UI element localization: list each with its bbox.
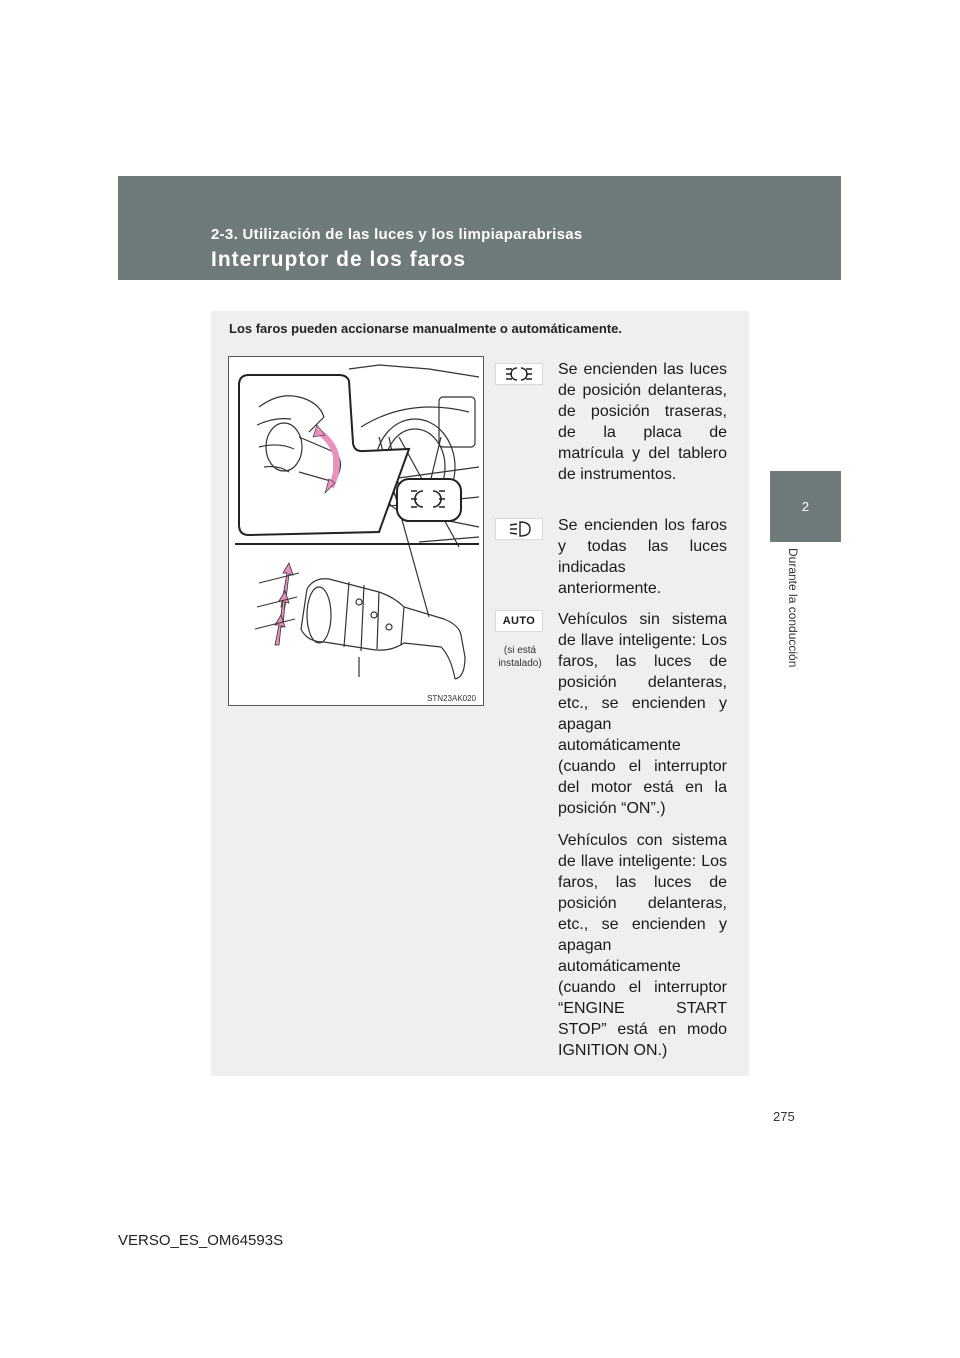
section-header [118, 176, 841, 280]
content-panel [211, 311, 749, 1076]
chapter-tab[interactable] [770, 471, 841, 542]
installed-note: (si está instalado) [498, 645, 542, 669]
auto-description-standard: Vehículos sin sistema de llave inteligente: Los faros, las luces de posición delanteras, etc., se encienden y apagan automáticamente (cuando el interruptor del motor está en la posición “ON”.) [558, 611, 727, 817]
auto-icon [495, 610, 543, 632]
chapter-label: Durante la conducción [786, 548, 800, 668]
figure-code: STN23AK020 [427, 694, 476, 703]
headlight-description: Se encienden los faros y todas las luces indicadas anteriormente. [558, 517, 727, 597]
page-title: Interruptor de los faros [211, 248, 467, 271]
headlight-switch-illustration [228, 356, 484, 706]
chapter-number: 2 [801, 499, 810, 514]
parking-lights-icon [495, 363, 543, 385]
illustration-drawing [229, 357, 483, 705]
auto-label: AUTO [502, 615, 536, 627]
intro-text: Los faros pueden accionarse manualmente o automáticamente. [229, 321, 623, 336]
auto-description-smart-key: Vehículos con sistema de llave inteligente: Los faros, las luces de posición delanteras, etc., se encienden y apagan automáticamente (cuando el interruptor “ENGINE START STOP” está en modo IGNITION ON.) [558, 832, 727, 1059]
parking-lights-description: Se encienden las luces de posición delanteras, de posición traseras, de la placa de matrícula y del tablero de instrumentos. [558, 361, 727, 483]
section-subtitle: 2-3. Utilización de las luces y los limpiaparabrisas [211, 226, 583, 243]
page-number: 275 [773, 1109, 795, 1124]
document-id: VERSO_ES_OM64593S [118, 1232, 284, 1249]
headlight-icon [495, 518, 543, 540]
